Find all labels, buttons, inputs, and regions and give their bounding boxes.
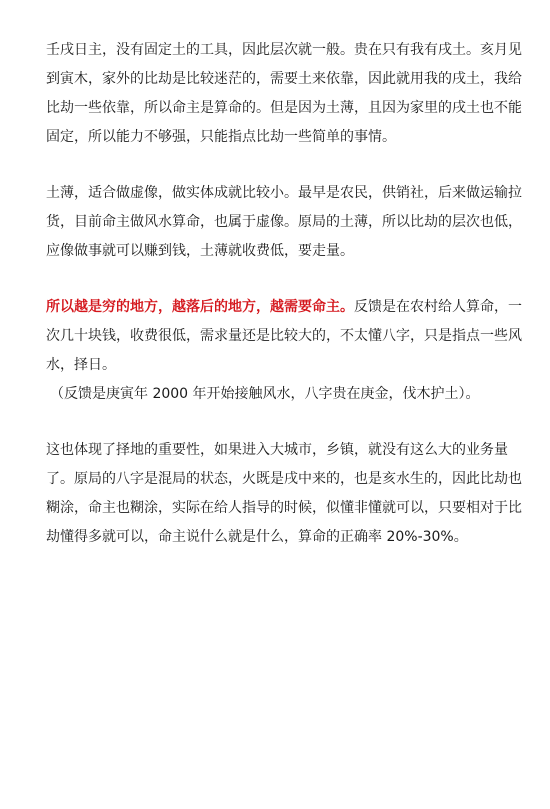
- paragraph-spacer: [46, 152, 526, 179]
- paragraph-1: 壬戌日主，没有固定土的工具，因此层次就一般。贵在只有我有戌土。亥月见到寅木，家外的比劫是比较迷茫的，需要土来依靠，因此就用我的戌土，我给比劫一些依靠，所以命主是算命的。但是因为土薄，且因为家里的戌土也不能固定，所以能力不够强，只能指点比劫一些简单的事情。: [46, 42, 522, 145]
- paragraph-2: 土薄，适合做虚像，做实体成就比较小。最早是农民，供销社，后来做运输拉货，目前命主做风水算命，也属于虚像。原局的土薄，所以比劫的层次也低，应像做事就可以赚到钱，土薄就收费低，要走量。: [46, 185, 522, 259]
- paragraph-3: [46, 293, 526, 380]
- paragraph-3-text: 反馈是在农村给人算命，一次几十块钱，收费很低，需求量还是比较大的，不太懂八字，只是指点一些风水，择日。: [46, 299, 522, 373]
- paragraph-spacer: [46, 409, 526, 436]
- feedback-note: （反馈是庚寅年 2000 年开始接触风水，八字贵在庚金，伐木护土）。: [50, 386, 480, 402]
- paragraph-4: 这也体现了择地的重要性，如果进入大城市，乡镇，就没有这么大的业务量了。原局的八字是混局的状态，火既是戌中来的，也是亥水生的，因此比劫也糊涂，命主也糊涂，实际在给人指导的时候，似懂非懂就可以，只要相对于比劫懂得多就可以，命主说什么就是什么，算命的正确率 20%-30%。: [46, 442, 522, 545]
- highlighted-sentence: 所以越是穷的地方，越落后的地方，越需要命主。: [46, 299, 354, 315]
- paragraph-spacer: [46, 266, 526, 293]
- document-body: [46, 36, 526, 552]
